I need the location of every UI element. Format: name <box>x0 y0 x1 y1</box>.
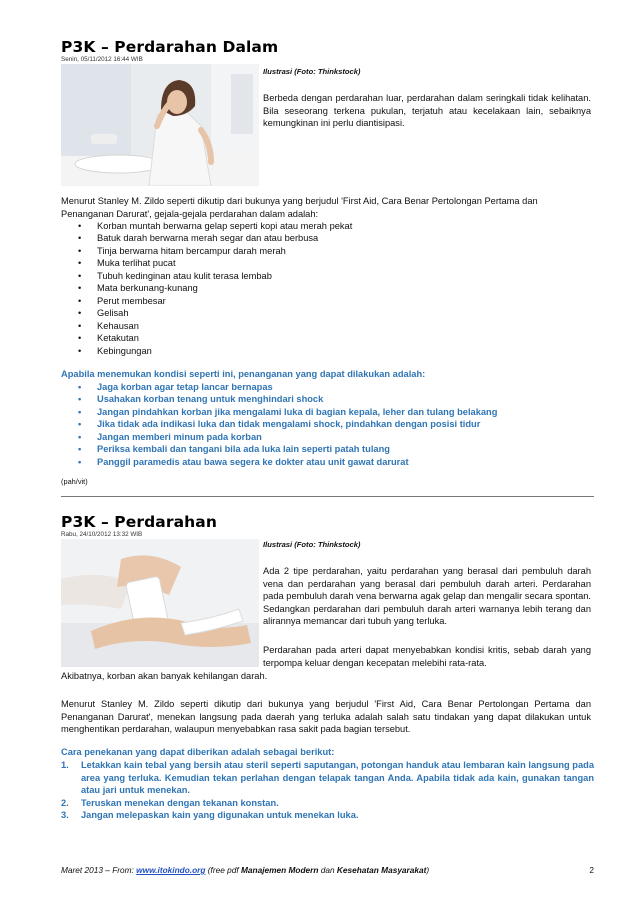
list-item: • Jika tidak ada indikasi luka dan tidak mengalami shock, pindahkan dengan posisi tidur <box>61 418 497 430</box>
article2-intro2: Perdarahan pada arteri dapat menyebabkan kondisi kritis, sebab darah yang terpompa keluar dengan kecepatan melebihi rata-rata. <box>263 645 591 668</box>
list-item: • Jaga korban agar tetap lancar bernapas <box>61 381 497 393</box>
list-item: • Panggil paramedis atau bawa segera ke dokter atau unit gawat darurat <box>61 456 497 468</box>
list-item <box>61 759 594 797</box>
step-text: Letakkan kain tebal yang bersih atau steril seperti saputangan, potongan handuk atau lembaran kain langsung pada area yang terluka. Kemudian tekan perlahan dengan telapak tangan Anda. Apabila tidak ada kain, gunakan tangan atau jari untuk menekan. <box>81 760 594 796</box>
step-number: 2. <box>61 797 69 808</box>
article2-body: Menurut Stanley M. Zildo seperti dikutip dari bukunya yang berjudul 'First Aid, Cara Benar Pertolongan Pertama dan Penanganan Darurat', menekan langsung pada daerah yang terluka adalah salah satu tindakan yang dapat dilakukan untuk menghentikan perdarahan, walaupun menyebabkan rasa sakit pada bagian tersebut. <box>61 699 591 735</box>
list-item: • Periksa kembali dan tangani bila ada luka lain seperti patah tulang <box>61 443 497 455</box>
list-item: • Kebingungan <box>61 345 352 357</box>
list-item: • Perut membesar <box>61 295 352 307</box>
list-item <box>61 797 594 810</box>
article1-credit: (pah/vit) <box>61 477 88 486</box>
list-item: • Ketakutan <box>61 332 352 344</box>
article1-photo <box>61 64 259 186</box>
article2-caption: Ilustrasi (Foto: Thinkstock) <box>263 540 361 549</box>
footer-suffix: ) <box>426 865 430 875</box>
article1-body <box>61 195 591 220</box>
article2-date: Rabu, 24/10/2012 13:32 WIB <box>61 531 143 538</box>
page-footer <box>61 865 594 875</box>
list-item: • Tubuh kedinginan atau kulit terasa lembab <box>61 270 352 282</box>
article2-intro1: Ada 2 tipe perdarahan, yaitu perdarahan yang berasal dari pembuluh darah vena dan perdarahan yang berasal dari pembuluh darah arteri. Perdarahan pada pembuluh darah vena berwarna agak gelap dan mengalir secara spontan. Sedangkan perdarahan dari pembuluh darah arteri warnanya lebih terang dan alirannya memancar dari tubuh yang terluka. <box>263 566 591 627</box>
step-text: Jangan melepaskan kain yang digunakan untuk menekan luka. <box>81 810 359 821</box>
step-number: 1. <box>61 760 69 770</box>
list-item: • Batuk darah berwarna merah segar dan atau berbusa <box>61 232 352 244</box>
article1-body-text: Menurut Stanley M. Zildo seperti dikutip dari bukunya yang berjudul 'First Aid, Cara Benar Pertolongan Pertama dan Penanganan Darurat', gejala-gejala perdarahan dalam adalah: <box>61 196 538 219</box>
list-item: • Jangan pindahkan korban jika mengalami luka di bagian kepala, leher dan tulang belakang <box>61 406 497 418</box>
footer-book1: Manajemen Modern <box>240 865 319 875</box>
list-item: • Gelisah <box>61 307 352 319</box>
steps-list <box>61 759 594 822</box>
article-divider <box>61 496 594 497</box>
list-item: • Korban muntah berwarna gelap seperti kopi atau merah pekat <box>61 220 352 232</box>
footer-and: dan <box>318 865 337 875</box>
footer-middle: (free pdf <box>205 865 241 875</box>
step-number: 3. <box>61 810 69 821</box>
footer-book2: Kesehatan Masyarakat <box>336 865 427 875</box>
article2-photo <box>61 539 259 667</box>
article1-date: Senin, 05/11/2012 16:44 WIB <box>61 56 143 63</box>
article1-title: P3K – Perdarahan Dalam <box>61 38 279 56</box>
footer-prefix: Maret 2013 – From: <box>61 865 137 875</box>
list-item: • Tinja berwarna hitam bercampur darah merah <box>61 245 352 257</box>
symptoms-list <box>61 220 352 357</box>
list-item: • Kehausan <box>61 320 352 332</box>
handling-intro: Apabila menemukan kondisi seperti ini, penanganan yang dapat dilakukan adalah: <box>61 369 426 379</box>
list-item: • Usahakan korban tenang untuk menghindari shock <box>61 393 497 405</box>
list-item: • Muka terlihat pucat <box>61 257 352 269</box>
list-item: • Jangan memberi minum pada korban <box>61 431 497 443</box>
step-text: Teruskan menekan dengan tekanan konstan. <box>81 797 279 808</box>
list-item <box>61 809 594 822</box>
handling-list <box>61 381 497 468</box>
list-item: • Mata berkunang-kunang <box>61 282 352 294</box>
article1-caption: Ilustrasi (Foto: Thinkstock) <box>263 67 361 76</box>
page-number: 2 <box>589 865 594 875</box>
article2-title: P3K – Perdarahan <box>61 513 218 531</box>
steps-intro: Cara penekanan yang dapat diberikan adalah sebagai berikut: <box>61 747 335 757</box>
article1-intro: Berbeda dengan perdarahan luar, perdarahan dalam seringkali tidak kelihatan. Bila seseorang terkena pukulan, terjatuh atau kecelakaan lain, sebaiknya kemungkinan ini perlu diantisipasi. <box>263 93 591 129</box>
footer-link[interactable]: www.itokindo.org <box>136 865 206 875</box>
article2-intro2-tail: Akibatnya, korban akan banyak kehilangan darah. <box>61 671 268 681</box>
